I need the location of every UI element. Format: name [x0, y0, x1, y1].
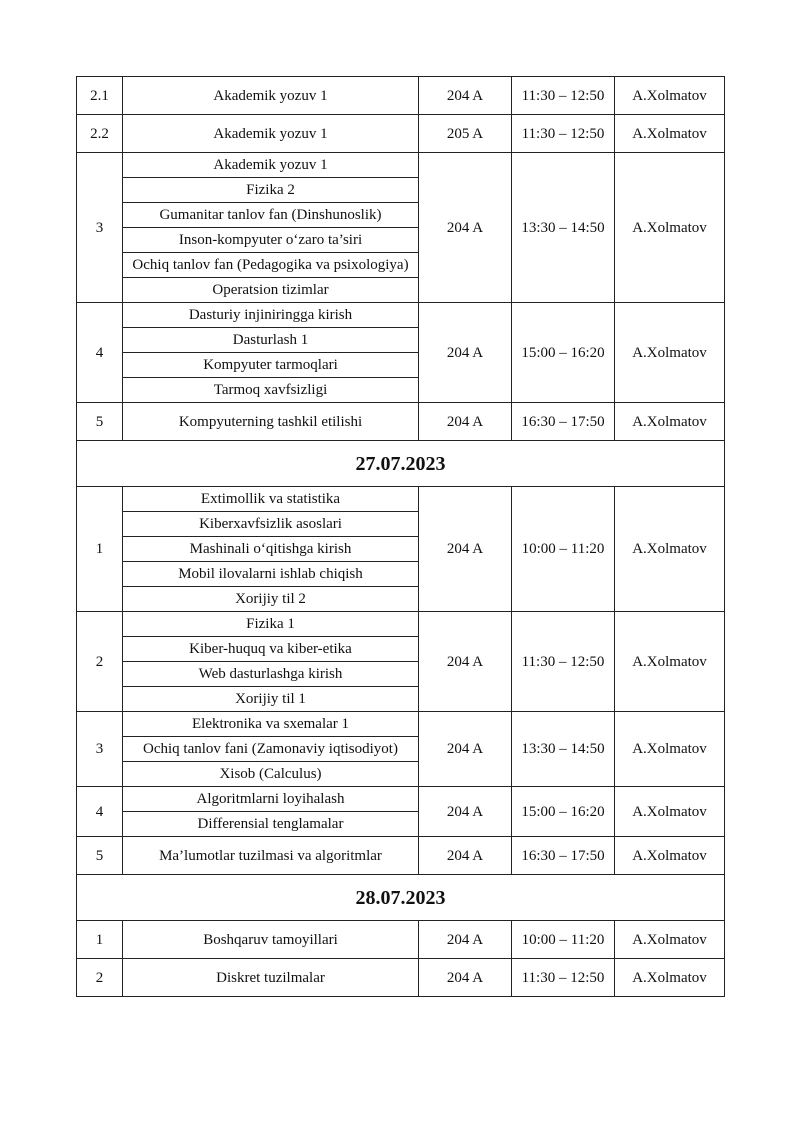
- time-cell: 13:30 – 14:50: [512, 712, 615, 787]
- room-cell: 205 A: [419, 115, 512, 153]
- date-heading: 28.07.2023: [77, 875, 725, 921]
- group-number: 4: [77, 787, 123, 837]
- time-cell: 15:00 – 16:20: [512, 787, 615, 837]
- subject-cell: Inson-kompyuter o‘zaro ta’siri: [123, 228, 419, 253]
- subject-cell: Dasturlash 1: [123, 328, 419, 353]
- teacher-cell: A.Xolmatov: [615, 712, 725, 787]
- time-cell: 11:30 – 12:50: [512, 115, 615, 153]
- subject-cell: Fizika 1: [123, 612, 419, 637]
- teacher-cell: A.Xolmatov: [615, 77, 725, 115]
- table-row: [77, 712, 725, 737]
- table-row: [77, 487, 725, 512]
- teacher-cell: A.Xolmatov: [615, 612, 725, 712]
- subject-cell: Xisob (Calculus): [123, 762, 419, 787]
- teacher-cell: A.Xolmatov: [615, 921, 725, 959]
- subject-cell: Kompyuterning tashkil etilishi: [123, 403, 419, 441]
- schedule-page: [76, 76, 724, 997]
- subject-cell: Xorijiy til 1: [123, 687, 419, 712]
- subject-cell: Elektronika va sxemalar 1: [123, 712, 419, 737]
- subject-cell: Ma’lumotlar tuzilmasi va algoritmlar: [123, 837, 419, 875]
- table-row: [77, 959, 725, 997]
- subject-cell: Kompyuter tarmoqlari: [123, 353, 419, 378]
- subject-cell: Xorijiy til 2: [123, 587, 419, 612]
- teacher-cell: A.Xolmatov: [615, 487, 725, 612]
- teacher-cell: A.Xolmatov: [615, 787, 725, 837]
- exam-schedule-table: [76, 76, 725, 997]
- subject-cell: Diskret tuzilmalar: [123, 959, 419, 997]
- table-row: [77, 403, 725, 441]
- room-cell: 204 A: [419, 712, 512, 787]
- group-number: 2: [77, 959, 123, 997]
- group-number: 1: [77, 487, 123, 612]
- group-number: 2.2: [77, 115, 123, 153]
- date-row: [77, 875, 725, 921]
- room-cell: 204 A: [419, 612, 512, 712]
- date-row: [77, 441, 725, 487]
- table-row: [77, 77, 725, 115]
- time-cell: 16:30 – 17:50: [512, 837, 615, 875]
- subject-cell: Akademik yozuv 1: [123, 115, 419, 153]
- group-number: 4: [77, 303, 123, 403]
- time-cell: 15:00 – 16:20: [512, 303, 615, 403]
- teacher-cell: A.Xolmatov: [615, 153, 725, 303]
- room-cell: 204 A: [419, 153, 512, 303]
- room-cell: 204 A: [419, 487, 512, 612]
- subject-cell: Operatsion tizimlar: [123, 278, 419, 303]
- table-row: [77, 153, 725, 178]
- teacher-cell: A.Xolmatov: [615, 115, 725, 153]
- room-cell: 204 A: [419, 837, 512, 875]
- time-cell: 13:30 – 14:50: [512, 153, 615, 303]
- group-number: 3: [77, 153, 123, 303]
- time-cell: 16:30 – 17:50: [512, 403, 615, 441]
- subject-cell: Web dasturlashga kirish: [123, 662, 419, 687]
- room-cell: 204 A: [419, 959, 512, 997]
- table-row: [77, 303, 725, 328]
- subject-cell: Tarmoq xavfsizligi: [123, 378, 419, 403]
- subject-cell: Algoritmlarni loyihalash: [123, 787, 419, 812]
- time-cell: 11:30 – 12:50: [512, 959, 615, 997]
- subject-cell: Mashinali o‘qitishga kirish: [123, 537, 419, 562]
- subject-cell: Gumanitar tanlov fan (Dinshunoslik): [123, 203, 419, 228]
- subject-cell: Dasturiy injiniringga kirish: [123, 303, 419, 328]
- table-row: [77, 787, 725, 812]
- subject-cell: Fizika 2: [123, 178, 419, 203]
- teacher-cell: A.Xolmatov: [615, 403, 725, 441]
- subject-cell: Akademik yozuv 1: [123, 77, 419, 115]
- schedule-body: [77, 77, 725, 997]
- table-row: [77, 612, 725, 637]
- room-cell: 204 A: [419, 787, 512, 837]
- group-number: 2.1: [77, 77, 123, 115]
- subject-cell: Extimollik va statistika: [123, 487, 419, 512]
- subject-cell: Mobil ilovalarni ishlab chiqish: [123, 562, 419, 587]
- room-cell: 204 A: [419, 77, 512, 115]
- teacher-cell: A.Xolmatov: [615, 303, 725, 403]
- group-number: 5: [77, 403, 123, 441]
- room-cell: 204 A: [419, 921, 512, 959]
- subject-cell: Kiberxavfsizlik asoslari: [123, 512, 419, 537]
- time-cell: 10:00 – 11:20: [512, 921, 615, 959]
- table-row: [77, 115, 725, 153]
- time-cell: 11:30 – 12:50: [512, 77, 615, 115]
- group-number: 1: [77, 921, 123, 959]
- group-number: 5: [77, 837, 123, 875]
- table-row: [77, 921, 725, 959]
- time-cell: 11:30 – 12:50: [512, 612, 615, 712]
- teacher-cell: A.Xolmatov: [615, 959, 725, 997]
- subject-cell: Kiber-huquq va kiber-etika: [123, 637, 419, 662]
- table-row: [77, 837, 725, 875]
- subject-cell: Akademik yozuv 1: [123, 153, 419, 178]
- subject-cell: Ochiq tanlov fan (Pedagogika va psixologiya): [123, 253, 419, 278]
- subject-cell: Differensial tenglamalar: [123, 812, 419, 837]
- group-number: 3: [77, 712, 123, 787]
- date-heading: 27.07.2023: [77, 441, 725, 487]
- time-cell: 10:00 – 11:20: [512, 487, 615, 612]
- subject-cell: Ochiq tanlov fani (Zamonaviy iqtisodiyot): [123, 737, 419, 762]
- room-cell: 204 A: [419, 403, 512, 441]
- subject-cell: Boshqaruv tamoyillari: [123, 921, 419, 959]
- group-number: 2: [77, 612, 123, 712]
- teacher-cell: A.Xolmatov: [615, 837, 725, 875]
- room-cell: 204 A: [419, 303, 512, 403]
